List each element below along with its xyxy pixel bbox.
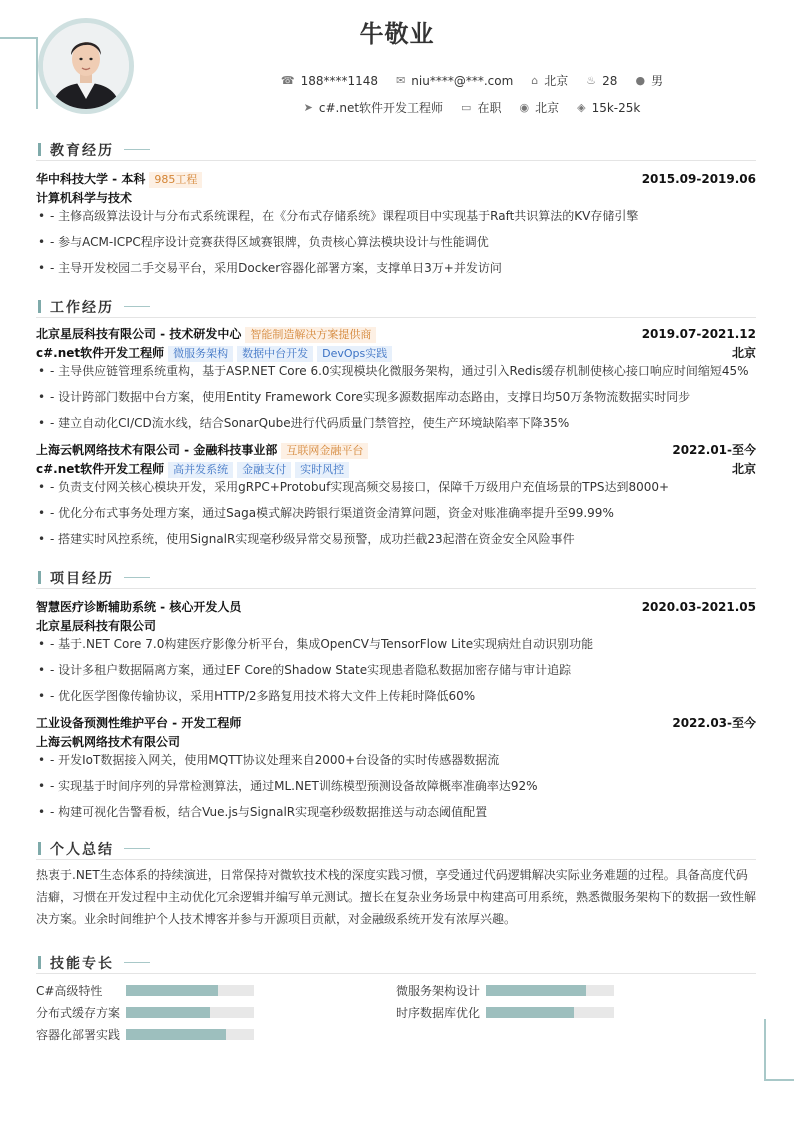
list-item: • - 建立自动化CI/CD流水线，结合SonarQube进行代码质量门禁管控，使生产环境缺陷率下降35% (36, 414, 756, 440)
section-header (36, 140, 756, 161)
skill-item (36, 980, 396, 1000)
list-item: • - 设计跨部门数据中台方案，使用Entity Framework Core实现多源数据库动态路由，支撑日均50万条物流数据实时同步 (36, 388, 756, 414)
money-icon: ◈ (577, 101, 586, 114)
list-item: • - 优化分布式事务处理方案，通过Saga模式解决跨银行渠道资金清算问题，资金对账准确率提升至99.99% (36, 504, 756, 530)
home-icon: ⌂ (531, 74, 539, 87)
work-date: 2022.01-至今 (672, 443, 756, 457)
list-item: • - 主修高级算法设计与分布式系统课程，在《分布式存储系统》课程项目中实现基于Raft共识算法的KV存储引擎 (36, 207, 756, 233)
candidate-name: 牛敬业 (359, 20, 435, 48)
section-title-line (124, 306, 150, 307)
salary-value: 15k-25k (591, 100, 641, 115)
skill-item (396, 1002, 756, 1022)
skill-name: 时序数据库优化 (396, 1005, 481, 1020)
gender-value: 男 (651, 74, 664, 88)
skill-tag: DevOps实践 (317, 346, 392, 362)
position-value: c#.net软件开发工程师 (318, 101, 444, 115)
target-city-value: 北京 (535, 101, 560, 115)
job-title: c#.net软件开发工程师 (36, 345, 165, 360)
skill-level-fill (126, 1029, 226, 1040)
phone-value: 188****1148 (300, 73, 379, 88)
corner-decoration-bottom-right (764, 1019, 794, 1081)
projects-section (36, 568, 756, 829)
education-section (36, 140, 756, 285)
school-tag: 985工程 (149, 172, 202, 188)
section-header (36, 297, 756, 318)
list-item: • - 基于.NET Core 7.0构建医疗影像分析平台，集成OpenCV与TensorFlow Lite实现病灶自动识别功能 (36, 635, 756, 661)
company-tag: 互联网金融平台 (281, 443, 368, 459)
list-item: • - 搭建实时风控系统，使用SignalR实现毫秒级异常交易预警，成功拦截23起潜在资金安全风险事件 (36, 530, 756, 556)
skill-name: 容器化部署实践 (36, 1027, 121, 1042)
list-item: • - 主导供应链管理系统重构，基于ASP.NET Core 6.0实现模块化微服务架构，通过引入Redis缓存机制使核心接口响应时间缩短45% (36, 362, 756, 388)
section-marker (38, 842, 41, 855)
section-header (36, 839, 756, 860)
project-date: 2022.03-至今 (672, 716, 756, 730)
list-item: • - 实现基于时间序列的异常检测算法，通过ML.NET训练模型预测设备故障概率准确率达92% (36, 777, 756, 803)
summary-text: 热衷于.NET生态体系的持续演进，日常保持对微软技术栈的深度实践习惯，享受通过代码逻辑解决实际业务难题的过程。具备高度代码洁癖，习惯在开发过程中主动优化冗余逻辑并编写单元测试。擅长在复杂业务场景中构建高可用系统，熟悉微服务架构下的数据一致性解决方案。业余时间维护个人技术博客并参与开源项目贡献，对金融级系统开发有浓厚兴趣。 (36, 868, 757, 926)
skills-grid (36, 980, 756, 1044)
project-company: 北京星辰科技有限公司 (36, 619, 157, 633)
project-name: 工业设备预测性维护平台 - 开发工程师 (36, 716, 242, 730)
skill-level-bar (126, 1029, 254, 1040)
project-date: 2020.03-2021.05 (641, 599, 756, 614)
section-marker (38, 143, 41, 156)
skill-item (396, 980, 756, 1000)
skills-section (36, 953, 756, 1044)
list-item: • - 开发IoT数据接入网关，使用MQTT协议处理来自2000+台设备的实时传感器数据流 (36, 751, 756, 777)
list-item: • - 构建可视化告警看板，结合Vue.js与SignalR实现毫秒级数据推送与动态阈值配置 (36, 803, 756, 829)
list-item: • - 负责支付网关核心模块开发，采用gRPC+Protobuf实现高频交易接口，保障千万级用户充值场景的TPS达到8000+ (36, 478, 756, 504)
skill-name: C#高级特性 (36, 983, 103, 998)
section-title-line (124, 577, 150, 578)
section-title-line (124, 848, 150, 849)
skill-name: 分布式缓存方案 (36, 1005, 121, 1020)
contact-info-row (150, 72, 794, 89)
skill-level-fill (486, 985, 586, 996)
skill-tag: 高并发系统 (168, 462, 233, 478)
project-company: 上海云帆网络技术有限公司 (36, 735, 181, 749)
work-location: 北京 (731, 462, 756, 476)
location-pin-icon: ◉ (519, 101, 530, 114)
summary-section (36, 839, 756, 930)
section-title: 项目经历 (50, 571, 114, 587)
skill-level-bar (126, 1007, 254, 1018)
skill-level-bar (486, 985, 614, 996)
section-marker (38, 300, 41, 313)
work-section (36, 297, 756, 556)
skill-tag: 微服务架构 (168, 346, 233, 362)
skill-item (36, 1024, 396, 1044)
section-title: 教育经历 (50, 143, 114, 159)
company-tag: 智能制造解决方案提供商 (245, 327, 376, 343)
section-title: 工作经历 (50, 300, 114, 316)
skill-level-fill (126, 1007, 210, 1018)
work-date: 2019.07-2021.12 (641, 326, 756, 341)
major: 计算机科学与技术 (36, 191, 133, 205)
email-value: niu****@***.com (411, 73, 514, 88)
skill-item (36, 1002, 396, 1022)
section-header (36, 568, 756, 589)
list-item: • - 主导开发校园二手交易平台，采用Docker容器化部署方案，支撑单日3万+并发访问 (36, 259, 756, 285)
skill-level-bar (126, 985, 254, 996)
gender-icon: ● (635, 74, 646, 87)
city-value: 北京 (544, 74, 569, 88)
email-icon: ✉ (396, 74, 406, 87)
school-name: 华中科技大学 - 本科 (36, 171, 146, 186)
age-value: 28 (602, 73, 618, 88)
phone-icon: ☎ (280, 74, 295, 87)
list-item: • - 参与ACM-ICPC程序设计竞赛获得区域赛银牌，负责核心算法模块设计与性能调优 (36, 233, 756, 259)
project-name: 智慧医疗诊断辅助系统 - 核心开发人员 (36, 600, 242, 614)
briefcase-icon: ▭ (461, 101, 472, 114)
section-title-line (124, 149, 150, 150)
company-name: 上海云帆网络技术有限公司 - 金融科技事业部 (36, 442, 278, 457)
company-name: 北京星辰科技有限公司 - 技术研发中心 (36, 326, 242, 341)
section-header (36, 953, 756, 974)
list-item: • - 优化医学图像传输协议，采用HTTP/2多路复用技术将大文件上传耗时降低60% (36, 687, 756, 713)
list-item: • - 设计多租户数据隔离方案，通过EF Core的Shadow State实现患者隐私数据加密存储与审计追踪 (36, 661, 756, 687)
section-marker (38, 571, 41, 584)
section-title: 个人总结 (50, 842, 114, 858)
section-title-line (124, 962, 150, 963)
section-title: 技能专长 (50, 956, 114, 972)
skill-tag: 金融支付 (237, 462, 291, 478)
work-location: 北京 (731, 346, 756, 360)
send-icon: ➤ (303, 101, 313, 114)
skill-level-fill (486, 1007, 574, 1018)
skill-level-fill (126, 985, 218, 996)
education-date: 2015.09-2019.06 (641, 171, 756, 186)
skill-tag: 实时风控 (295, 462, 349, 478)
job-title: c#.net软件开发工程师 (36, 461, 165, 476)
status-value: 在职 (477, 101, 502, 115)
section-marker (38, 956, 41, 969)
skill-name: 微服务架构设计 (396, 983, 481, 998)
cake-icon: ♨ (586, 74, 597, 87)
skill-level-bar (486, 1007, 614, 1018)
job-intent-row (150, 99, 794, 116)
skill-tag: 数据中台开发 (237, 346, 313, 362)
